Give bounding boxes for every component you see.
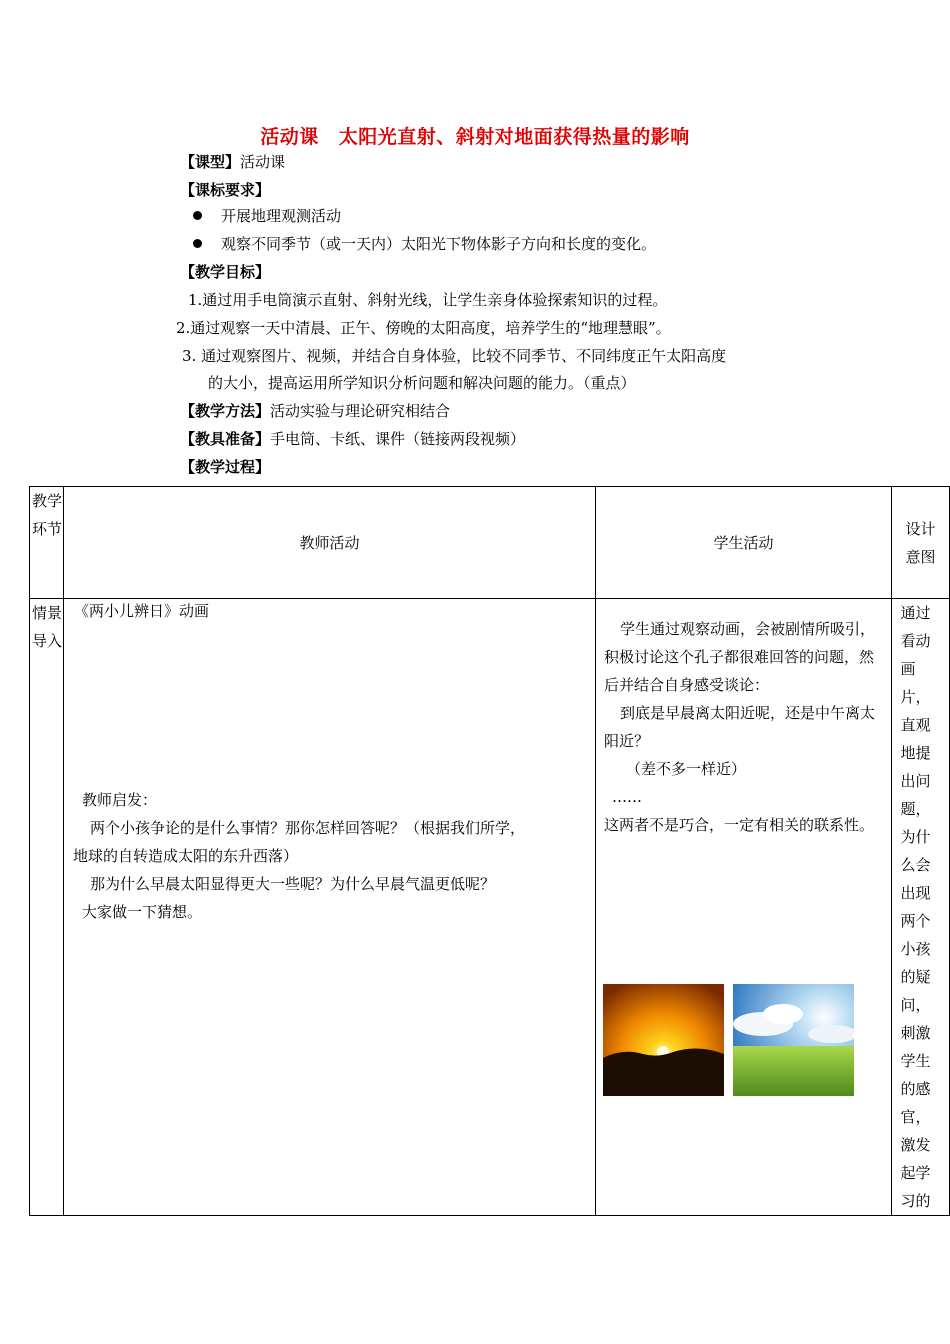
mubiao-line [180, 262, 270, 282]
header-student-text: 学生活动 [713, 534, 774, 552]
header-design [892, 487, 950, 599]
guocheng-line [180, 457, 270, 477]
teacher-line: 教师启发： [82, 791, 158, 809]
fangfa-value: 活动实验与理论研究相结合 [270, 402, 451, 420]
process-table [29, 486, 950, 1216]
fangfa-line [180, 401, 450, 421]
mubiao-item: 的大小，提高运用所学知识分析问题和解决问题的能力。（重点） [208, 374, 636, 392]
design-text: 通过看动画片，直观地提出问题，为什么会出现两个小孩的疑问，刺激学生的感官，激发起学习的 [900, 604, 931, 1210]
ketype-value: 活动课 [240, 153, 286, 171]
biaozhun-line [180, 180, 270, 200]
table-row [30, 599, 950, 1216]
header-student [596, 487, 892, 599]
zhunbei-value: 手电筒、卡纸、课件（链接两段视频） [270, 430, 526, 448]
mubiao-label: 【教学目标】 [180, 263, 271, 281]
biaozhun-item: 开展地理观测活动 [221, 207, 342, 225]
fangfa-label: 【教学方法】 [180, 402, 271, 420]
teacher-top-text: 《两小儿辨日》动画 [74, 602, 210, 620]
student-cell [596, 599, 892, 1216]
guocheng-label: 【教学过程】 [180, 458, 271, 476]
bullet-icon [193, 211, 202, 220]
stage-cell [30, 599, 64, 1216]
ketype-label: 【课型】 [180, 153, 241, 171]
mubiao-item: 3. 通过观察图片、视频，并结合自身体验，比较不同季节、不同纬度正午太阳高度 [182, 347, 727, 365]
page-title [0, 122, 950, 149]
teacher-line: 两个小孩争论的是什么事情？那你怎样回答呢？（根据我们所学， [90, 819, 526, 837]
bullet-icon [193, 239, 202, 248]
stage-text: 情景导入 [31, 604, 62, 650]
biaozhun-item: 观察不同季节（或一天内）太阳光下物体影子方向和长度的变化。 [221, 235, 657, 253]
zhunbei-label: 【教具准备】 [180, 430, 271, 448]
table-header-row [30, 487, 950, 599]
student-para: （差不多一样近） [626, 760, 747, 778]
student-para: …… [612, 788, 642, 806]
mubiao-item: 1.通过用手电筒演示直射、斜射光线，让学生亲身体验探索知识的过程。 [188, 291, 668, 309]
student-para: 到底是早晨离太阳近呢，还是中午离太阳近？ [604, 704, 876, 750]
zhunbei-line [180, 429, 525, 449]
teacher-line: 那为什么早晨太阳显得更大一些呢？为什么早晨气温更低呢？ [90, 875, 496, 893]
mubiao-item: 2.通过观察一天中清晨、正午、傍晚的太阳高度，培养学生的“地理慧眼”。 [176, 319, 671, 337]
header-stage-text: 教学环节 [31, 492, 62, 538]
biaozhun-label: 【课标要求】 [180, 181, 271, 199]
teacher-line: 地球的自转造成太阳的东升西落） [73, 847, 299, 865]
design-cell [892, 599, 950, 1216]
title-part1: 活动课 [260, 126, 319, 148]
header-stage [30, 487, 64, 599]
sunrise-photo [603, 984, 724, 1096]
header-design-text: 设计意图 [905, 519, 936, 566]
student-para: 学生通过观察动画，会被剧情所吸引，积极讨论这个孔子都很难回答的问题，然后并结合自身感受谈论： [604, 620, 876, 694]
title-part2: 太阳光直射、斜射对地面获得热量的影响 [338, 126, 690, 148]
header-teacher-text: 教师活动 [299, 534, 360, 552]
header-teacher [64, 487, 596, 599]
field-photo [733, 984, 854, 1096]
ketype-line [180, 152, 285, 172]
student-para: 这两者不是巧合，一定有相关的联系性。 [604, 816, 875, 834]
teacher-line: 大家做一下猜想。 [82, 903, 203, 921]
teacher-cell [64, 599, 596, 1216]
